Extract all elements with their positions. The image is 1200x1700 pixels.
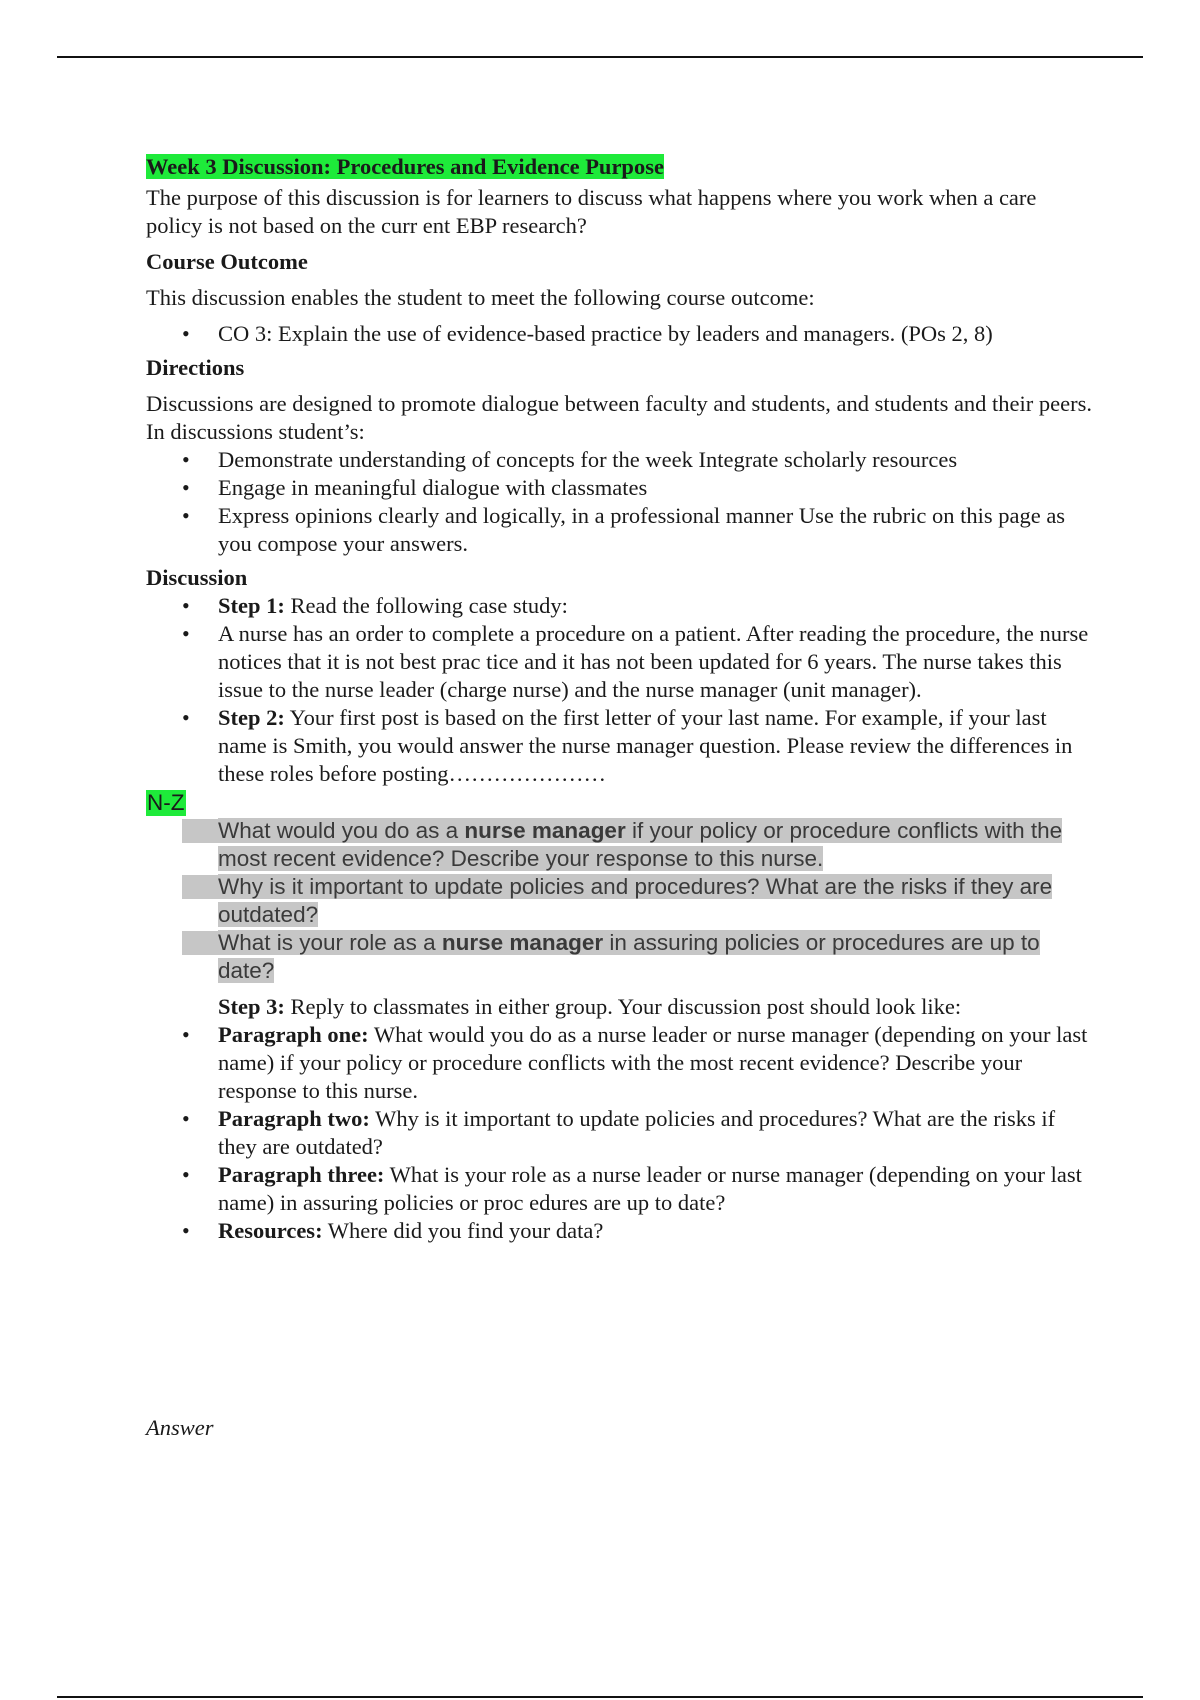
nz-question-2: Why is it important to update policies and procedures? What are the risks if they are outdated?: [218, 874, 1053, 927]
list-item: • A nurse has an order to complete a procedure on a patient. After reading the procedure, the nurse notices that it is not best prac tice and it has not been updated for 6 years. The nurse takes this issue to the nurse leader (charge nurse) and the nurse manager (unit manager).: [146, 620, 1096, 704]
step1-text: Read the following case study:: [284, 593, 568, 618]
group-label: N-Z: [147, 790, 185, 815]
nz-question-3: What is your role as a nurse manager in assuring policies or procedures are up to date?: [218, 930, 1040, 983]
list-item: • Paragraph three: What is your role as a nurse leader or nurse manager (depending on your last name) in assuring policies or proc edures are up to date?: [146, 1161, 1096, 1217]
step2-text: Your first post is based on the first letter of your last name. For example, if your last name is Smith, you would answer the nurse manager question. Please review the differences in these roles before posting…………………: [218, 705, 1073, 786]
bullet-highlight: [182, 875, 218, 899]
step3-line: Step 3: Reply to classmates in either group. Your discussion post should look like:: [218, 994, 962, 1019]
nz-questions-list: [146, 817, 1096, 985]
list-item: [146, 873, 1096, 929]
list-item: • Resources: Where did you find your data?: [146, 1217, 1096, 1245]
list-item: • Demonstrate understanding of concepts for the week Integrate scholarly resources: [146, 446, 1096, 474]
list-item: • Paragraph one: What would you do as a nurse leader or nurse manager (depending on your last name) if your policy or procedure conflicts with the most recent evidence? Describe your response to this nurse.: [146, 1021, 1096, 1105]
top-rule: [57, 56, 1143, 58]
step1-label: Step 1:: [218, 593, 285, 618]
step2-label: Step 2:: [218, 705, 285, 730]
discussion-list: [146, 592, 1096, 788]
list-item: [146, 817, 1096, 873]
nz-question-1: What would you do as a nurse manager if your policy or procedure conflicts with the most recent evidence? Describe your response to this nurse.: [218, 818, 1063, 871]
bottom-rule: [57, 1696, 1143, 1698]
bullet-highlight: [182, 819, 218, 843]
course-outcome-heading: Course Outcome: [146, 249, 308, 274]
list-item: • Express opinions clearly and logically, in a professional manner Use the rubric on this page as you compose your answers.: [146, 502, 1096, 558]
list-item: [146, 704, 1096, 788]
intro-paragraph: The purpose of this discussion is for learners to discuss what happens where you work when a care policy is not based on the curr ent EBP research?: [146, 185, 1037, 238]
course-outcome-text: This discussion enables the student to meet the following course outcome:: [146, 285, 815, 310]
doc-title: Week 3 Discussion: Procedures and Evidence Purpose: [146, 154, 664, 179]
list-item: [146, 592, 1096, 620]
list-item: • Engage in meaningful dialogue with classmates: [146, 474, 1096, 502]
discussion-heading: Discussion: [146, 565, 248, 590]
list-item: [146, 929, 1096, 985]
list-item: • Paragraph two: Why is it important to update policies and procedures? What are the risks if they are outdated?: [146, 1105, 1096, 1161]
paragraph-guide-list: [146, 1021, 1096, 1245]
directions-heading: Directions: [146, 355, 245, 380]
course-outcome-list: [146, 320, 1096, 348]
directions-list: [146, 446, 1096, 558]
document-body: [146, 152, 1096, 1245]
answer-label: Answer: [146, 1415, 214, 1440]
bullet-highlight: [182, 931, 218, 955]
directions-text: Discussions are designed to promote dialogue between faculty and students, and students and their peers. In discussions student’s:: [146, 391, 1093, 444]
list-item: • CO 3: Explain the use of evidence-based practice by leaders and managers. (POs 2, 8): [146, 320, 1096, 348]
